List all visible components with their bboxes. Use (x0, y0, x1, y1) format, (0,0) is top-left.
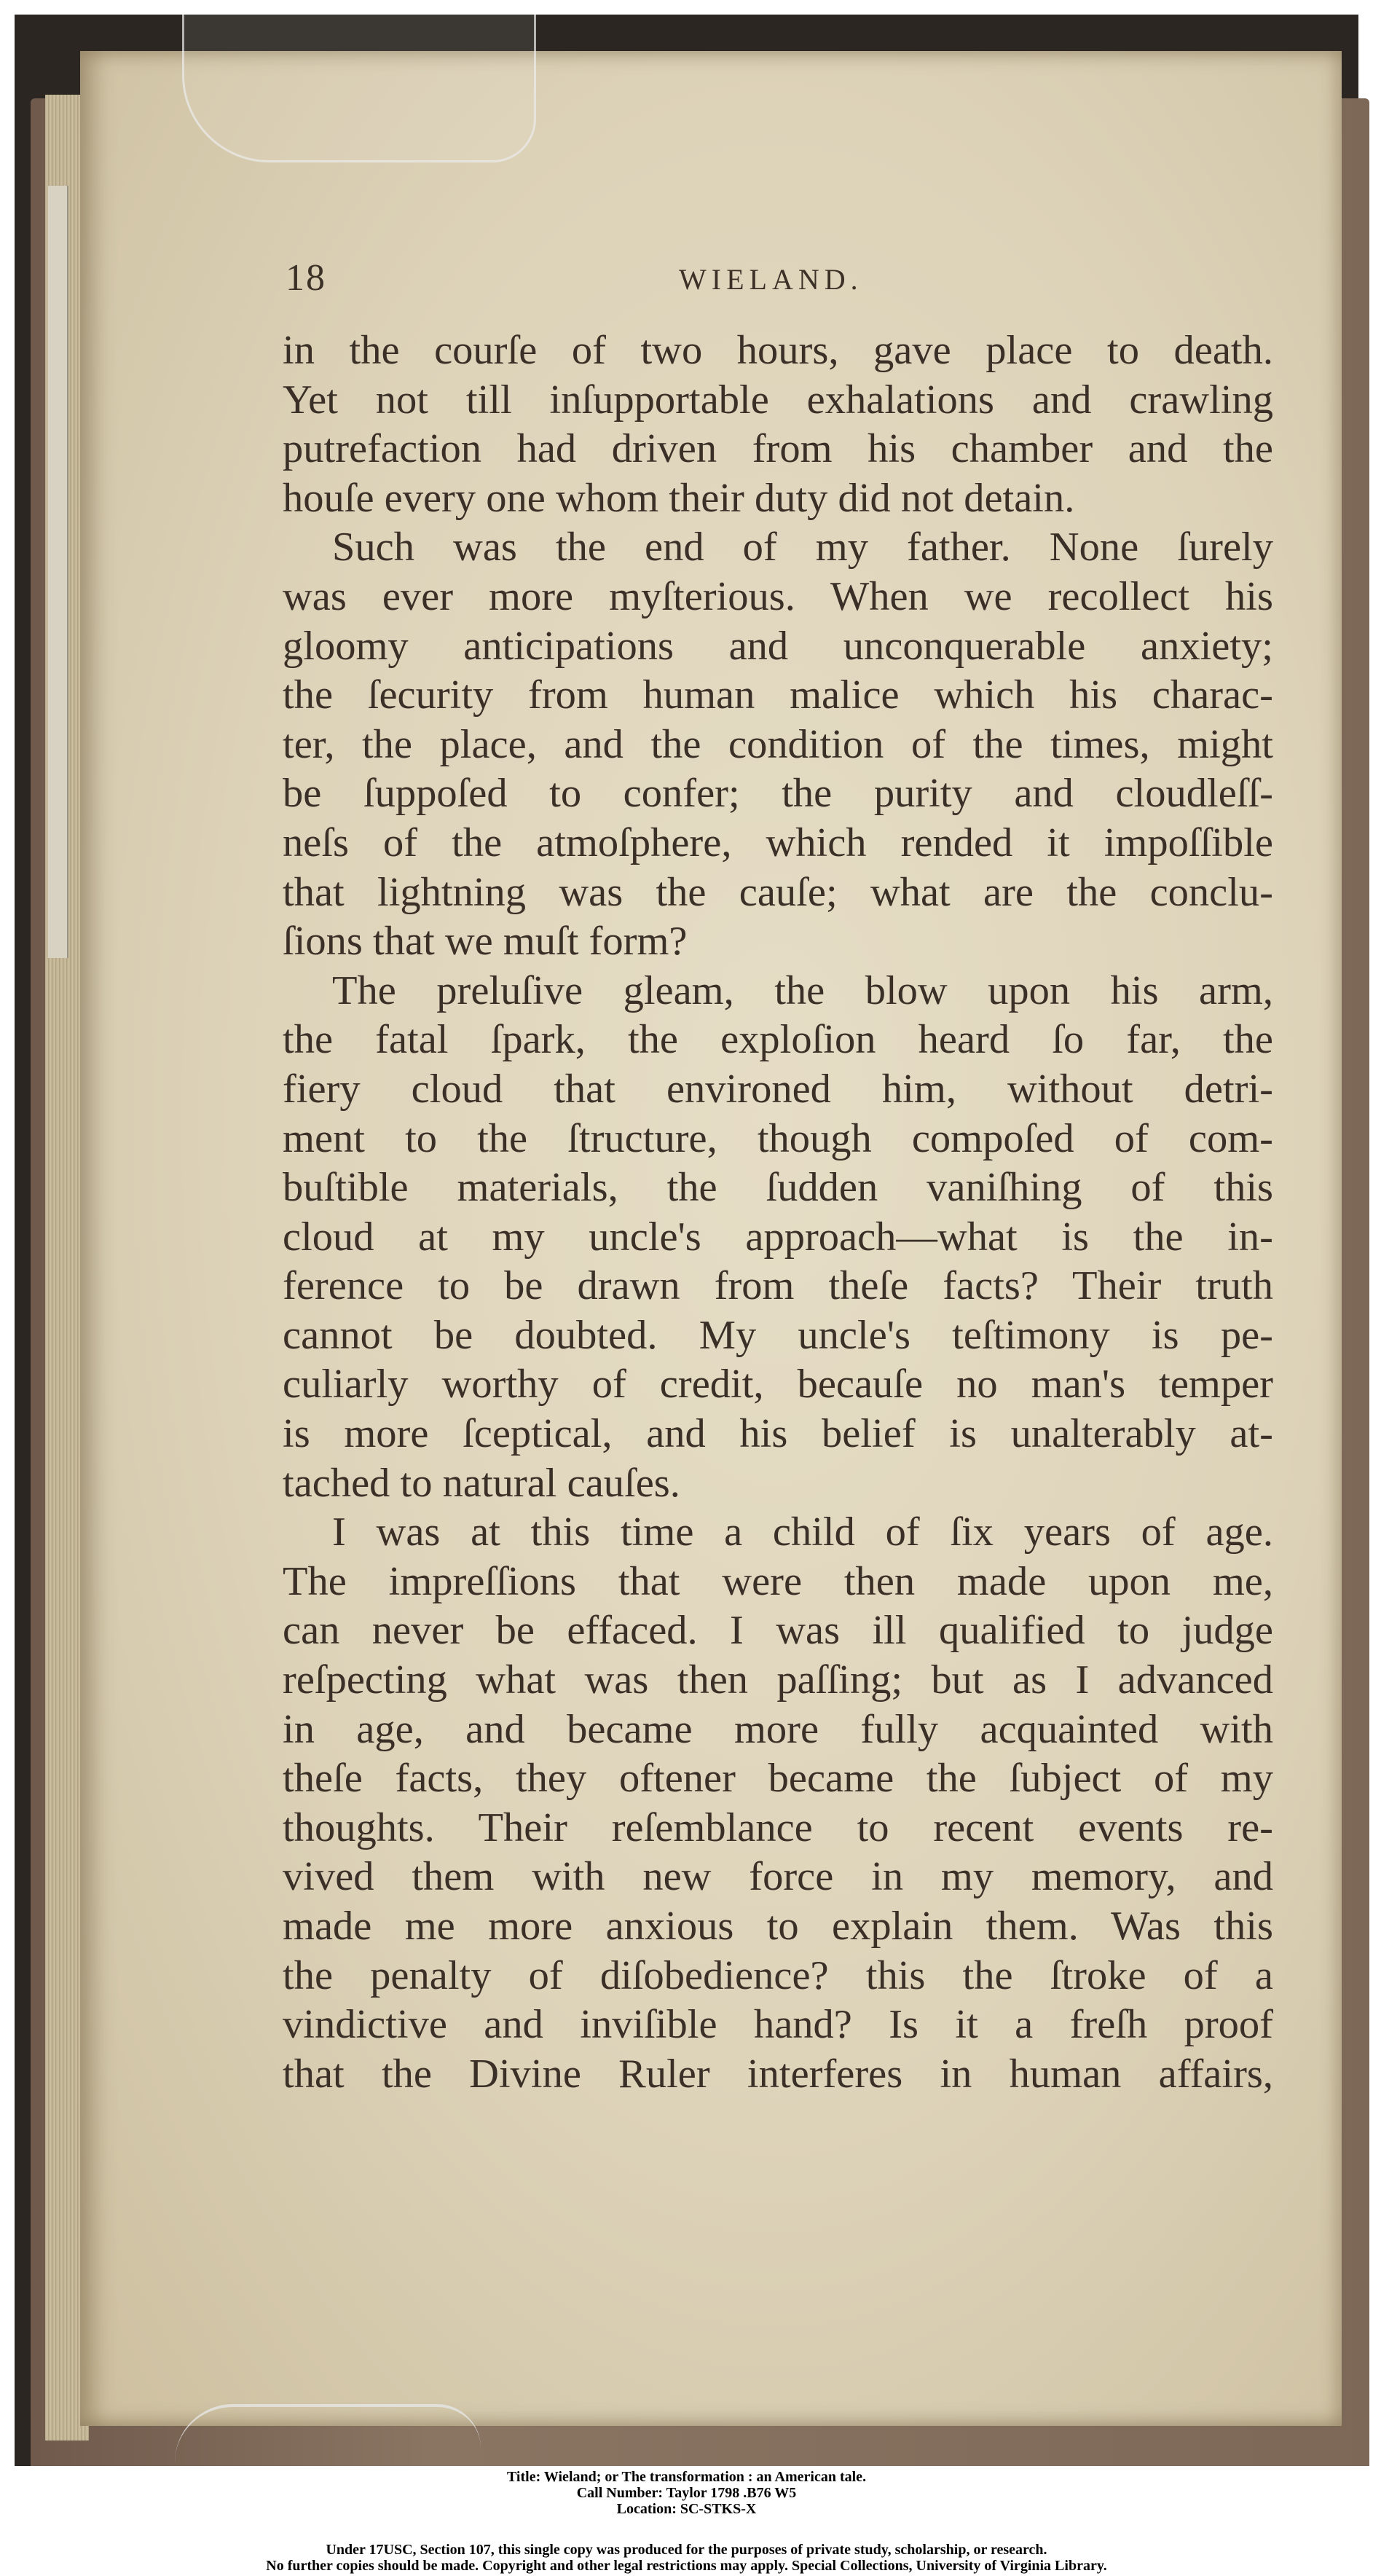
text-line: buſtible materials, the ſudden vaniſhing of this (283, 1165, 1273, 1211)
catalog-call-number: Call Number: Taylor 1798 .B76 W5 (576, 2485, 797, 2501)
plastic-clip-top (182, 15, 536, 162)
text-line: that the Divine Ruler interferes in human affairs, (283, 2051, 1273, 2097)
text-line: cannot be doubted. My uncle's teſtimony is pe- (283, 1312, 1273, 1358)
text-line: can never be effaced. I was ill qualified to judge (283, 1608, 1273, 1654)
text-line: made me more anxious to explain them. Was this (283, 1904, 1273, 1949)
text-line: reſpecting what was then paſſing; but as I advanced (283, 1657, 1273, 1703)
text-line: houſe every one whom their duty did not detain. (283, 475, 1075, 521)
text-line: ference to be drawn from theſe facts? Their truth (283, 1263, 1273, 1309)
catalog-location: Location: SC-STKS-X (616, 2501, 757, 2517)
copyright-line: No further copies should be made. Copyright and other legal restrictions may apply. Special Collections, University of Virginia Library. (266, 2558, 1107, 2574)
text-line: the ſecurity from human malice which his charac- (283, 672, 1273, 718)
text-line: ter, the place, and the condition of the times, might (283, 721, 1273, 767)
text-line: putrefaction had driven from his chamber and the (283, 426, 1273, 472)
text-line: ſions that we muſt form? (283, 919, 688, 965)
text-line: cloud at my uncle's approach—what is the in- (283, 1214, 1273, 1260)
text-line: the fatal ſpark, the exploſion heard ſo far, the (283, 1017, 1273, 1063)
text-line: I was at this time a child of ſix years of age. (332, 1509, 1273, 1555)
text-line: thoughts. Their reſemblance to recent events re- (283, 1805, 1273, 1850)
copyright-line: Under 17USC, Section 107, this single copy was produced for the purposes of private study, scholarship, or research. (326, 2542, 1047, 2558)
copyright-notice (0, 2542, 1373, 2574)
text-line: in the courſe of two hours, gave place to death. (283, 328, 1273, 373)
text-line: tached to natural cauſes. (283, 1460, 680, 1506)
text-line: Yet not till inſupportable exhalations and crawling (283, 377, 1273, 423)
page-number: 18 (286, 257, 326, 299)
text-line: be ſuppoſed to confer; the purity and cloudleſſ- (283, 771, 1273, 817)
text-line: The preluſive gleam, the blow upon his arm, (332, 967, 1273, 1013)
text-line: the penalty of diſobedience? this the ſtroke of a (283, 1952, 1273, 1998)
text-line: vived them with new force in my memory, and (283, 1854, 1273, 1900)
text-line: fiery cloud that environed him, without detri- (283, 1066, 1273, 1112)
text-line: in age, and became more fully acquainted with (283, 1706, 1273, 1752)
text-line: gloomy anticipations and unconquerable anxiety; (283, 623, 1273, 669)
text-line: The impreſſions that were then made upon me, (283, 1558, 1273, 1604)
page-body-text (283, 326, 1273, 2099)
catalog-footer (0, 2466, 1373, 2576)
text-line: culiarly worthy of credit, becauſe no man's temper (283, 1362, 1273, 1407)
plastic-clip-bottom (175, 2404, 481, 2473)
running-title: WIELAND. (679, 263, 863, 296)
text-line: Such was the end of my father. None ſurely (332, 525, 1273, 570)
catalog-title: Title: Wieland; or The transformation : an American tale. (506, 2469, 867, 2485)
text-line: is more ſceptical, and his belief is unalterably at- (283, 1411, 1273, 1457)
text-line: that lightning was the cauſe; what are the conclu- (283, 869, 1273, 915)
running-head (286, 256, 1269, 307)
text-line: ment to the ſtructure, though compoſed of com- (283, 1115, 1273, 1161)
text-line: was ever more myſterious. When we recollect his (283, 573, 1273, 619)
text-line: vindictive and inviſible hand? Is it a freſh proof (283, 2002, 1273, 2048)
bookmark-strip (48, 186, 68, 958)
text-line: theſe facts, they oftener became the ſubject of my (283, 1756, 1273, 1802)
text-line: neſs of the atmoſphere, which rended it impoſſible (283, 820, 1273, 865)
catalog-record (0, 2466, 1373, 2517)
